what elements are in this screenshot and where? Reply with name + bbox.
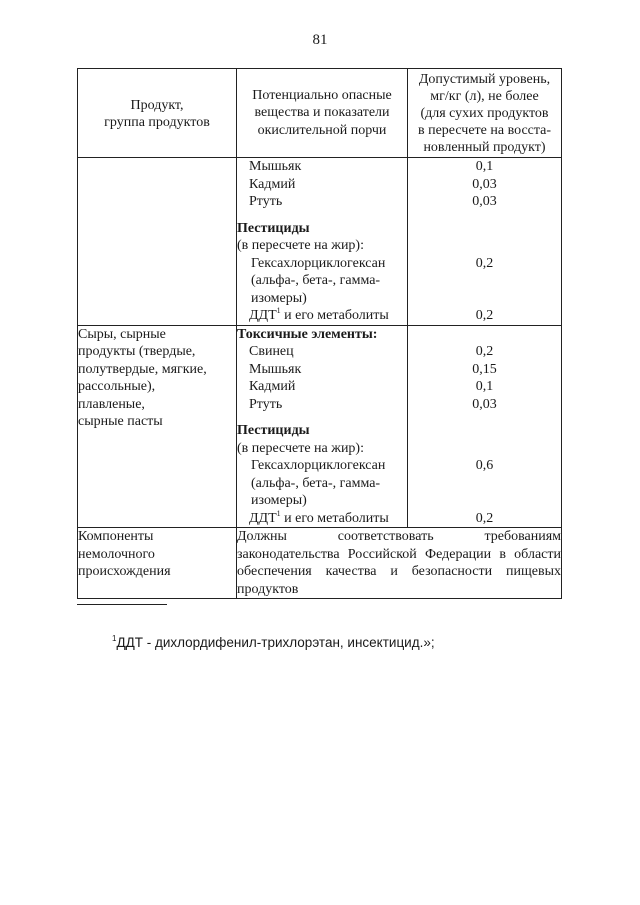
value-hch: 0,6 <box>475 458 494 473</box>
footnote-divider <box>77 604 167 605</box>
ddt-line: ДДТ$^1$ и его метаболиты <box>249 306 389 323</box>
hch-line: Гексахлорциклогексан <box>251 458 386 473</box>
header-substances <box>237 69 408 158</box>
substance-cadmium: Кадмий <box>249 176 296 192</box>
ddt-line: ДДТ$^1$ и его метаболиты <box>249 508 389 526</box>
page-number: 81 <box>312 32 328 48</box>
pesticides-title: Пестициды <box>237 423 310 438</box>
table-header-row <box>78 69 562 158</box>
pesticides-note: (в пересчете на жир): <box>237 238 364 253</box>
substance-arsenic: Мышьяк <box>249 159 302 174</box>
substance-cadmium: Кадмий <box>249 379 296 394</box>
value-ddt: 0,2 <box>475 308 494 323</box>
hch-line: изомеры) <box>251 290 307 306</box>
value-hch: 0,2 <box>475 255 494 271</box>
header-line: мг/кг (л), не более <box>430 89 539 104</box>
value-cadmium: 0,1 <box>475 379 494 394</box>
row1-substances <box>237 158 408 326</box>
value-arsenic: 0,15 <box>472 361 497 377</box>
table-row-components <box>78 528 562 599</box>
value-ddt: 0,2 <box>475 510 494 526</box>
header-line: новленный продукт) <box>423 140 546 155</box>
footnote-ref: 1 <box>276 508 281 518</box>
row2-levels <box>408 325 562 528</box>
header-line: вещества и показатели <box>254 105 390 121</box>
footnote <box>112 635 435 650</box>
row1-levels <box>408 158 562 326</box>
value-mercury: 0,03 <box>472 396 497 412</box>
row3-product: Компоненты немолочного происхождения <box>78 528 237 599</box>
value-cadmium: 0,03 <box>472 176 497 192</box>
header-line: Допустимый уровень, <box>418 72 551 87</box>
header-product <box>78 69 237 158</box>
row2-product: Сыры, сырные продукты (твердые, полутвердые, мягкие, рассольные), плавленые, сырные пасты <box>78 325 237 528</box>
hch-line: (альфа-, бета-, гамма- <box>251 273 381 288</box>
pesticides-title: Пестициды <box>237 220 310 236</box>
pesticides-note: (в пересчете на жир): <box>237 440 364 456</box>
row2-substances <box>237 325 408 528</box>
footnote-ref: 1 <box>276 306 281 315</box>
table-row-continuation <box>78 158 562 326</box>
footnote-text: ДДТ - дихлордифенил-трихлорэтан, инсектицид.»; <box>116 635 435 650</box>
header-line: группа продуктов <box>104 115 210 130</box>
value-lead: 0,2 <box>475 344 494 359</box>
row1-product <box>78 158 237 326</box>
footnote-marker: 1 <box>112 634 117 643</box>
toxic-elements-title: Токсичные элементы: <box>237 326 378 342</box>
header-line: (для сухих продуктов <box>420 106 549 121</box>
header-line: окислительной порчи <box>257 122 387 138</box>
substance-mercury: Ртуть <box>249 194 283 209</box>
value-arsenic: 0,1 <box>475 159 494 174</box>
header-level <box>408 69 562 158</box>
hch-line: (альфа-, бета-, гамма- <box>251 475 381 491</box>
standards-table <box>77 68 562 599</box>
substance-arsenic: Мышьяк <box>249 361 302 377</box>
substance-lead: Свинец <box>249 344 294 359</box>
header-line: в пересчете на восста- <box>417 123 552 138</box>
value-mercury: 0,03 <box>472 194 497 209</box>
header-line: Потенциально опасные <box>252 87 392 103</box>
substance-mercury: Ртуть <box>249 396 283 412</box>
header-line: Продукт, <box>130 97 184 113</box>
row3-requirement: Должны соответствовать требованиям законодательства Российской Федерации в области обеспечения качества и безопасности пищевых продуктов <box>237 529 561 597</box>
hch-line: изомеры) <box>251 493 307 508</box>
table-row-cheeses <box>78 325 562 528</box>
hch-line: Гексахлорциклогексан <box>251 255 386 271</box>
